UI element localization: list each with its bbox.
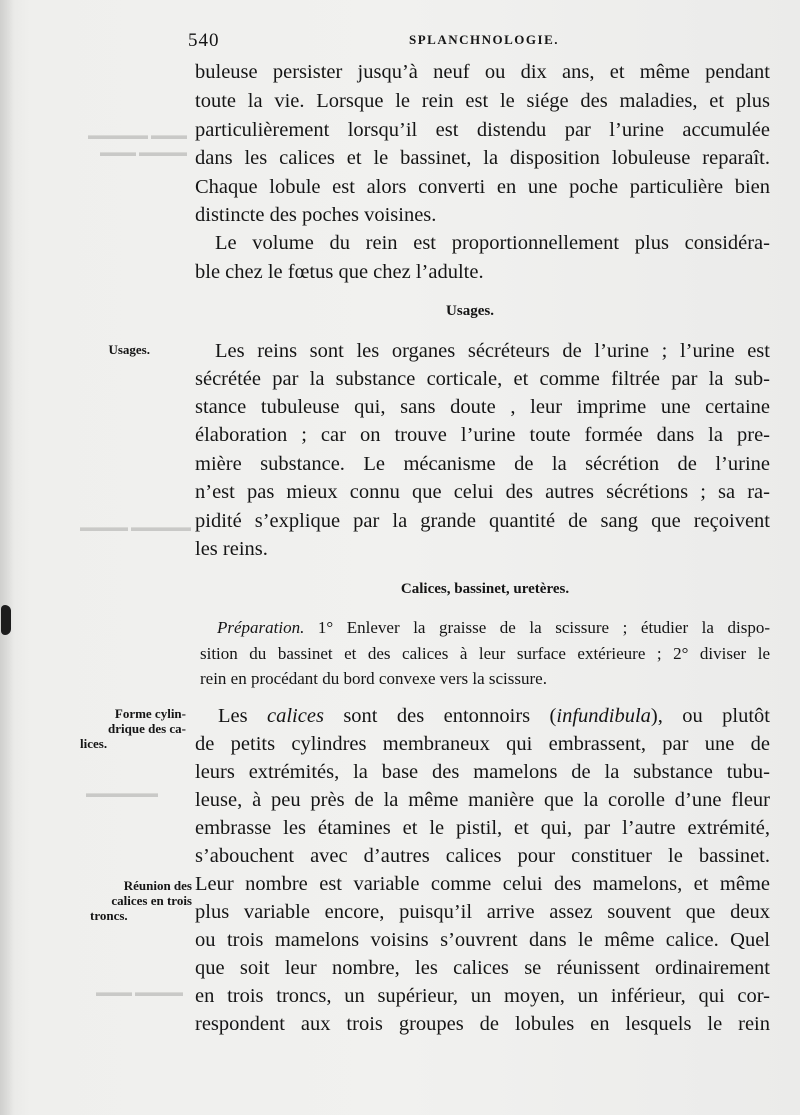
- body-line: embrasse les étamines et le pistil, et qui, par l’autre extrémité,: [195, 817, 770, 839]
- show-through-mark: ▬▬▬▬ ▬▬▬▬▬: [80, 520, 191, 534]
- running-head: SPLANCHNOLOGIE.: [409, 32, 559, 47]
- margin-note-line: calices en trois: [111, 893, 192, 908]
- body-line: particulièrement lorsqu’il est distendu par l’urine accumulée: [195, 119, 770, 141]
- preparation-label: Préparation.: [217, 618, 305, 637]
- page-edge-shadow: [0, 0, 14, 1115]
- page-header: [0, 28, 800, 58]
- body-line: distincte des poches voisines.: [195, 204, 437, 226]
- show-through-mark: ▬▬▬ ▬▬▬▬: [96, 985, 183, 999]
- margin-note-line: Forme cylin-: [114, 706, 186, 721]
- body-line: ble chez le fœtus que chez l’adulte.: [195, 261, 484, 283]
- margin-note-reunion: [60, 878, 192, 923]
- body-line: de petits cylindres membraneux qui embrassent, par une de: [195, 733, 770, 755]
- page-number: 540: [188, 30, 220, 51]
- body-line: pidité s’explique par la grande quantité de sang que reçoivent: [195, 510, 770, 532]
- body-line: toute la vie. Lorsque le rein est le siége des maladies, et plus: [195, 90, 770, 112]
- body-line: [218, 705, 770, 728]
- preparation-text: 1° Enlever la graisse de la scissure ; étudier la dispo-: [304, 618, 770, 637]
- body-line: respondent aux trois groupes de lobules en lesquels le rein: [195, 1013, 770, 1035]
- text-run: ), ou plutôt: [650, 705, 770, 727]
- body-line: dans les calices et le bassinet, la disposition lobuleuse reparaît.: [195, 147, 770, 169]
- body-line: s’abouchent avec d’autres calices pour constituer le bassinet.: [195, 845, 770, 867]
- body-line: plus variable encore, puisqu’il arrive assez souvent que deux: [195, 901, 770, 923]
- margin-note-forme: [60, 706, 186, 751]
- body-line: en trois troncs, un supérieur, un moyen, un inférieur, qui cor-: [195, 985, 770, 1007]
- margin-note-line: Usages.: [108, 342, 150, 357]
- margin-note-usages: [60, 342, 150, 357]
- body-line: élaboration ; car on trouve l’urine toute formée dans la pre-: [195, 424, 770, 446]
- body-line: buleuse persister jusqu’à neuf ou dix ans, et même pendant: [195, 61, 770, 83]
- body-line: mière substance. Le mécanisme de la sécrétion de l’urine: [195, 453, 770, 475]
- body-line: les reins.: [195, 538, 268, 560]
- margin-note-line: drique des ca-: [108, 721, 186, 736]
- body-line: sécrétée par la substance corticale, et comme filtrée par la sub-: [195, 368, 770, 390]
- body-line: Chaque lobule est alors converti en une poche particulière bien: [195, 176, 770, 198]
- preparation-line: rein en procédant du bord convexe vers la scissure.: [200, 669, 547, 688]
- preparation-line: sition du bassinet et des calices à leur surface extérieure ; 2° diviser le: [200, 644, 770, 663]
- italic-term: calices: [267, 705, 324, 727]
- body-line: Le volume du rein est proportionnellement plus considéra-: [215, 232, 770, 254]
- show-through-mark: ▬▬▬▬▬▬: [86, 786, 158, 800]
- body-line: stance tubuleuse qui, sans doute , leur imprime une certaine: [195, 396, 770, 418]
- text-run: sont des entonnoirs (: [323, 705, 557, 727]
- margin-note-line: troncs.: [90, 908, 128, 923]
- margin-note-line: Réunion des: [123, 878, 192, 893]
- margin-note-line: lices.: [80, 736, 108, 751]
- preparation-line: [217, 618, 770, 638]
- text-run: Les: [218, 705, 267, 727]
- body-line: Les reins sont les organes sécréteurs de l’urine ; l’urine est: [215, 340, 770, 362]
- section-heading-calices: Calices, bassinet, uretères.: [400, 581, 570, 597]
- show-through-mark: ▬▬▬▬▬ ▬▬▬: [88, 128, 187, 142]
- body-line: Leur nombre est variable comme celui des mamelons, et même: [195, 873, 770, 895]
- show-through-mark: ▬▬▬ ▬▬▬▬: [100, 145, 187, 159]
- section-heading-usages: Usages.: [446, 303, 494, 319]
- body-line: n’est pas mieux connu que celui des autres sécrétions ; sa ra-: [195, 481, 770, 503]
- italic-term: infundibula: [556, 705, 651, 727]
- body-line: que soit leur nombre, les calices se réunissent ordinairement: [195, 957, 770, 979]
- body-line: ou trois mamelons voisins s’ouvrent dans le même calice. Quel: [195, 929, 770, 951]
- body-line: leuse, à peu près de la même manière que la corolle d’une fleur: [195, 789, 770, 811]
- body-line: leurs extrémités, la base des mamelons de la substance tubu-: [195, 761, 770, 783]
- binding-hole: [1, 605, 11, 635]
